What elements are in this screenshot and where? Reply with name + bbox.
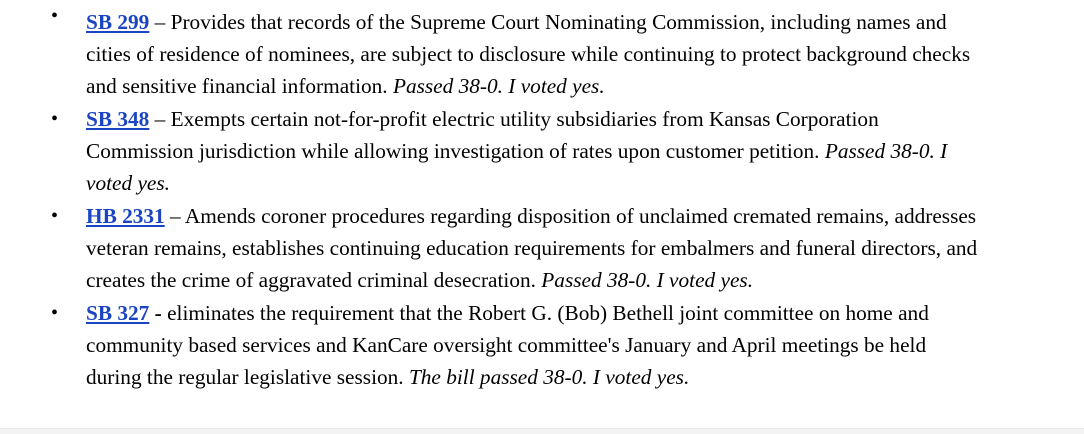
list-item: [0, 200, 986, 296]
bullet: •: [51, 5, 59, 27]
bill-description: Provides that records of the Supreme Court Nominating Commission, including names and cities of residence of nominees, are subject to disclosure while continuing to protect background checks and sensitive financial information.: [86, 10, 971, 98]
vote-status: The bill passed 38-0. I voted yes.: [408, 365, 690, 389]
separator: –: [164, 204, 185, 228]
bill-link-hb-2331[interactable]: HB 2331: [86, 204, 165, 228]
bill-description: Amends coroner procedures regarding disposition of unclaimed cremated remains, addresses veteran remains, establishes continuing education requirements for embalmers and funeral directors, and creates the crime of aggravated criminal desecration.: [86, 204, 978, 292]
bill-link-sb-348[interactable]: SB 348: [86, 107, 150, 131]
separator: –: [149, 107, 171, 131]
separator: -: [149, 301, 168, 325]
list-item: [0, 0, 986, 102]
vote-status: Passed 38-0. I voted yes.: [392, 74, 605, 98]
bill-link-sb-299[interactable]: SB 299: [86, 10, 150, 34]
bill-description: eliminates the requirement that the Robert G. (Bob) Bethell joint committee on home and community based services and KanCare oversight committee's January and April meetings be held during the regular legislative session.: [86, 301, 929, 389]
list-item: [0, 297, 986, 393]
vote-status: Passed 38-0. I voted yes.: [541, 268, 754, 292]
bullet: •: [51, 108, 59, 130]
vote-status: Passed 38-0. I voted yes.: [86, 139, 948, 195]
page-bottom-divider: [0, 428, 1084, 434]
bill-link-sb-327[interactable]: SB 327: [86, 301, 150, 325]
list-item: [0, 103, 986, 199]
bullet: •: [51, 205, 59, 227]
bullet: •: [51, 302, 59, 324]
bill-description: Exempts certain not-for-profit electric utility subsidiaries from Kansas Corporation Commission jurisdiction while allowing investigation of rates upon customer petition.: [86, 107, 879, 163]
separator: –: [149, 10, 171, 34]
